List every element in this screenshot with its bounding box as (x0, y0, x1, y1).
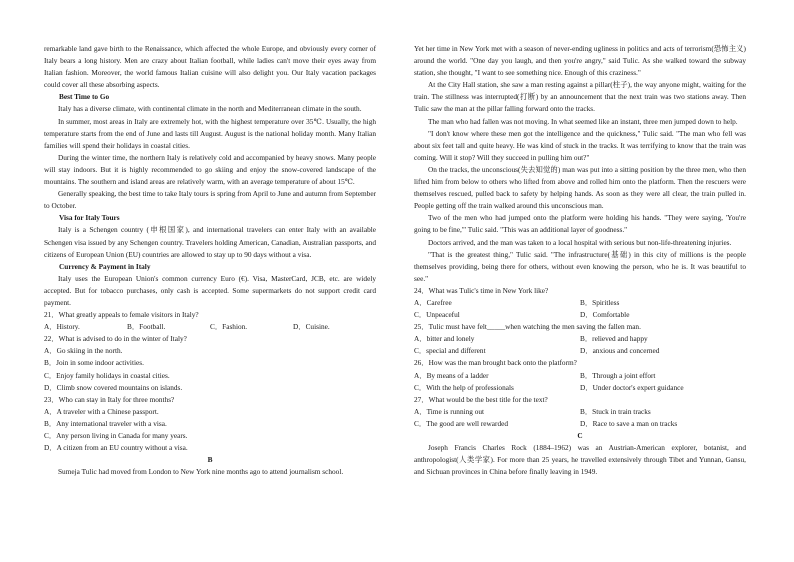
option: B．Stuck in train tracks (580, 406, 651, 416)
option: B．relieved and happy (580, 334, 648, 344)
heading-currency: Currency & Payment in Italy (59, 261, 151, 271)
passage-b-paragraph: Two of the men who had jumped onto the platform were holding his hands. "They were saying, 'You're going to be fine,'" Tulic said. "This was an additional layer of goodness." (414, 213, 746, 235)
question-25-options (414, 333, 746, 345)
passage-b-paragraph: Yet her time in New York met with a season of never-ending ugliness in politics and acts of terrorism(恐怖主义) around the world. "One day you laugh, and then you're angry," said Tulic. As she walked toward the subway station, she thought, "I want to see something nice. Enough of this craziness." (414, 44, 746, 78)
question-24: 24．What was Tulic's time in New York like? (414, 285, 549, 295)
option: A．History. (44, 322, 80, 332)
option: D．A citizen from an EU country without a visa. (44, 443, 188, 453)
question-26: 26．How was the man brought back onto the platform? (414, 358, 577, 368)
option: D．Comfortable (580, 310, 630, 320)
option: D．Under doctor's expert guidance (580, 382, 684, 392)
option: B．Any international traveler with a visa. (44, 418, 167, 428)
question-21-options (44, 321, 376, 333)
option: A．bitter and lonely (414, 334, 475, 344)
option: C．Unpeaceful (414, 310, 460, 320)
option: C．Enjoy family holidays in coastal cities. (44, 370, 170, 380)
option: C．The good are well rewarded (414, 418, 509, 428)
option: A．A traveler with a Chinese passport. (44, 406, 159, 416)
option: D．Climb snow covered mountains on islands. (44, 382, 183, 392)
option: A．By means of a ladder (414, 370, 489, 380)
passage-c-start: Joseph Francis Charles Rock (1884–1962) was an Austrian-American explorer, botanist, and anthropologist(人类学家). For more than 25 years, he travelled extensively through Tibet and Yunnan, Gansu, and Sichuan provinces in China before finally leaving in 1949. (414, 443, 746, 477)
paragraph: Generally speaking, the best time to take Italy tours is spring from April to June and autumn from September to October. (44, 189, 376, 211)
question-21: 21．What greatly appeals to female visitors in Italy? (44, 310, 199, 320)
heading-visa: Visa for Italy Tours (59, 213, 120, 223)
option: A．Carefree (414, 297, 452, 307)
right-column (414, 43, 746, 478)
question-24-options (414, 309, 746, 321)
passage-a-intro: remarkable land gave birth to the Renaissance, which affected the whole Europe, and obviously every corner of Italy bears a long history. Men are crazy about Italian football, while ladies can't move their eyes away from Italian fashion. Moreover, the world famous Italian cuisine will also delight you. Our Italy vacation packages could cover all these absorbing aspects. (44, 44, 376, 90)
option: B．Through a joint effort (580, 370, 656, 380)
passage-b-paragraph: On the tracks, the unconscious(失去知觉的) man was put into a sitting position by the three men, who then lifted him from below to others who lifted from above and rolled him onto the platform. Then the rescuers were themselves rescued, pulled back to safety by helping hands. As soon as they were all clear, the train pulled in. People getting off the train walked around this unconscious man. (414, 164, 746, 211)
section-b-label: B (207, 455, 213, 465)
section-c-label: C (577, 431, 583, 440)
option: A．Time is running out (414, 406, 485, 416)
left-column (44, 43, 376, 478)
option: C．Any person living in Canada for many years. (44, 431, 188, 440)
question-26-options (414, 370, 746, 382)
passage-b-start: Sumeja Tulic had moved from London to New York nine months ago to attend journalism school. (58, 467, 344, 477)
passage-b-paragraph: "That is the greatest thing," Tulic said. "The infrastructure(基础) in this city of millions is the people themselves providing, being there for others, without even knowing the person, who he is. It was beautiful to see." (414, 249, 746, 283)
paragraph: Italy uses the European Union's common currency Euro (€). Visa, MasterCard, JCB, etc. are widely accepted. But for tobacco purchases, only cash is accepted. Some supermarkets do not support credit card payment. (44, 273, 376, 307)
paragraph: Italy is a Schengen country (申根国家), and international travelers can enter Italy with an available Schengen visa issued by any Schengen country. Travelers holding American, Canadian, Australian passports, and citizens of European Union (EU) countries are allowed to stay up to 90 days without a visa. (44, 225, 376, 259)
question-22: 22．What is advised to do in the winter of Italy? (44, 334, 187, 344)
option: B．Join in some indoor activities. (44, 358, 144, 368)
question-27: 27．What would be the best title for the text? (414, 394, 548, 404)
question-27-options (414, 418, 746, 430)
question-23: 23．Who can stay in Italy for three months? (44, 394, 175, 404)
option: D．anxious and concerned (580, 346, 660, 356)
option: C．Fashion. (210, 322, 248, 332)
paragraph: Italy has a diverse climate, with continental climate in the north and Mediterranean climate in the south. (58, 104, 362, 114)
paragraph: In summer, most areas in Italy are extremely hot, with the highest temperature over 35℃. Usually, the high temperature starts from the end of June and lasts till August. August is the national holiday month. Many Italian families will spend their holidays in coastal cities. (44, 116, 376, 150)
question-27-options (414, 406, 746, 418)
passage-b-paragraph: "I don't know where these men got the intelligence and the quickness," Tulic said. "The man who fell was about six feet tall and quite heavy. He was kind of stuck in the tracks. It was terrifying to know that the train was coming. Will it stop? Will they succeed in pulling him out?" (414, 128, 746, 162)
option: D．Race to save a man on tracks (580, 418, 678, 428)
passage-b-paragraph: Doctors arrived, and the man was taken to a local hospital with serious but non-life-threatening injuries. (428, 237, 732, 247)
question-26-options (414, 382, 746, 394)
option: D．Cuisine. (293, 322, 330, 332)
paragraph: During the winter time, the northern Italy is relatively cold and accompanied by heavy snows. Many people will stay indoors. But it is highly recommended to go skiing and enjoy the snow-covered landscape of the mountains. The southern and island areas are relatively warm, with an average temperature of about 15℃. (44, 152, 376, 187)
heading-best-time: Best Time to Go (59, 92, 110, 102)
option: B．Football. (127, 322, 166, 332)
option: C．With the help of professionals (414, 382, 514, 392)
passage-b-paragraph: At the City Hall station, she saw a man resting against a pillar(柱子), the way anyone might, waiting for the train. The stillness was interrupted(打断) by an announcement that the next train was two stations away. Then Tulic saw the man at the pillar falling forward onto the tracks. (414, 80, 746, 114)
option: A．Go skiing in the north. (44, 346, 123, 356)
question-24-options (414, 297, 746, 309)
option: C．special and different (414, 346, 486, 356)
passage-b-paragraph: The man who had fallen was not moving. In what seemed like an instant, three men jumped down to help. (428, 116, 738, 126)
option: B．Spiritless (580, 297, 620, 307)
question-25-options (414, 345, 746, 357)
question-25: 25．Tulic must have felt_____when watching the men saving the fallen man. (414, 322, 641, 332)
